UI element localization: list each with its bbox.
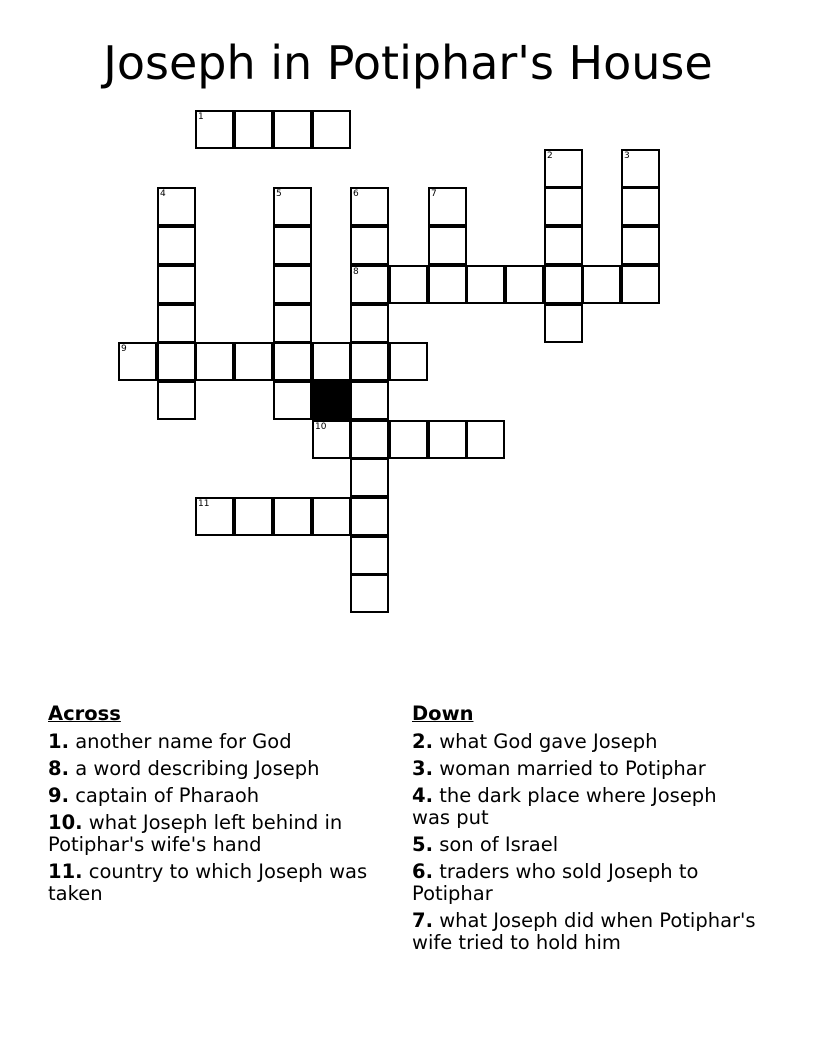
clue-number: 6.	[412, 860, 433, 883]
clue-number: 2.	[412, 730, 433, 753]
crossword-cell[interactable]	[195, 110, 234, 149]
clue-down-6	[412, 861, 757, 905]
crossword-cell[interactable]	[350, 265, 389, 304]
clue-number: 5.	[412, 833, 433, 856]
crossword-cell[interactable]	[428, 187, 467, 226]
crossword-cell[interactable]	[350, 458, 389, 497]
down-clues	[412, 703, 757, 959]
crossword-cell[interactable]	[273, 226, 312, 265]
crossword-cell[interactable]	[312, 420, 351, 459]
cell-number: 1	[198, 112, 204, 122]
clue-across-9	[48, 785, 393, 807]
clue-text: the dark place where Joseph was put	[412, 784, 717, 829]
crossword-cell[interactable]	[582, 265, 621, 304]
crossword-cell[interactable]	[621, 187, 660, 226]
crossword-cell[interactable]	[273, 497, 312, 536]
crossword-cell[interactable]	[118, 342, 157, 381]
cell-number: 4	[160, 189, 166, 199]
crossword-cell[interactable]	[234, 342, 273, 381]
clue-number: 8.	[48, 757, 69, 780]
clue-text: a word describing Joseph	[75, 757, 320, 780]
crossword-cell[interactable]	[234, 110, 273, 149]
crossword-cell[interactable]	[273, 187, 312, 226]
clue-down-4	[412, 785, 757, 829]
clue-across-8	[48, 758, 393, 780]
crossword-cell[interactable]	[350, 536, 389, 575]
crossword-cell[interactable]	[157, 265, 196, 304]
crossword-cell[interactable]	[273, 381, 312, 420]
crossword-cell[interactable]	[505, 265, 544, 304]
crossword-cell[interactable]	[350, 420, 389, 459]
across-heading: Across	[48, 702, 121, 725]
cell-number: 5	[276, 189, 282, 199]
clue-number: 11.	[48, 860, 83, 883]
crossword-cell[interactable]	[466, 420, 505, 459]
clue-text: woman married to Potiphar	[439, 757, 706, 780]
crossword-cell[interactable]	[195, 497, 234, 536]
crossword-cell[interactable]	[273, 110, 312, 149]
crossword-cell[interactable]	[544, 187, 583, 226]
crossword-cell[interactable]	[428, 226, 467, 265]
crossword-cell[interactable]	[350, 304, 389, 343]
crossword-cell[interactable]	[312, 342, 351, 381]
crossword-cell[interactable]	[157, 342, 196, 381]
crossword-cell[interactable]	[621, 226, 660, 265]
cell-number: 10	[315, 422, 327, 432]
crossword-cell[interactable]	[157, 381, 196, 420]
clue-number: 3.	[412, 757, 433, 780]
clue-text: another name for God	[75, 730, 292, 753]
cell-number: 9	[121, 344, 127, 354]
clue-down-2	[412, 731, 757, 753]
clue-down-3	[412, 758, 757, 780]
crossword-cell[interactable]	[621, 265, 660, 304]
crossword-cell[interactable]	[389, 420, 428, 459]
crossword-cell[interactable]	[273, 304, 312, 343]
crossword-cell[interactable]	[195, 342, 234, 381]
crossword-cell[interactable]	[544, 149, 583, 188]
clue-number: 9.	[48, 784, 69, 807]
clue-text: what Joseph left behind in Potiphar's wife's hand	[48, 811, 343, 856]
cell-number: 7	[431, 189, 437, 199]
clue-number: 1.	[48, 730, 69, 753]
crossword-cell[interactable]	[428, 265, 467, 304]
crossword-cell[interactable]	[234, 497, 273, 536]
crossword-cell[interactable]	[157, 226, 196, 265]
crossword-cell[interactable]	[350, 187, 389, 226]
crossword-cell[interactable]	[273, 265, 312, 304]
clue-across-1	[48, 731, 393, 753]
cell-number: 6	[353, 189, 359, 199]
across-clues	[48, 703, 393, 910]
clue-text: traders who sold Joseph to Potiphar	[412, 860, 699, 905]
page-title: Joseph in Potiphar's House	[103, 36, 713, 90]
clue-down-5	[412, 834, 757, 856]
crossword-cell[interactable]	[350, 574, 389, 613]
clue-text: what God gave Joseph	[439, 730, 658, 753]
crossword-cell[interactable]	[350, 342, 389, 381]
crossword-cell[interactable]	[350, 497, 389, 536]
crossword-cell[interactable]	[350, 381, 389, 420]
cell-number: 11	[198, 499, 210, 509]
clue-across-10	[48, 812, 393, 856]
crossword-cell[interactable]	[350, 226, 389, 265]
crossword-cell[interactable]	[389, 265, 428, 304]
clue-down-7	[412, 910, 757, 954]
crossword-cell[interactable]	[312, 110, 351, 149]
crossword-cell[interactable]	[544, 265, 583, 304]
clue-text: what Joseph did when Potiphar's wife tried to hold him	[412, 909, 756, 954]
down-heading: Down	[412, 702, 474, 725]
clue-number: 7.	[412, 909, 433, 932]
crossword-cell[interactable]	[621, 149, 660, 188]
clue-across-11	[48, 861, 393, 905]
crossword-cell[interactable]	[273, 342, 312, 381]
crossword-cell[interactable]	[466, 265, 505, 304]
crossword-cell[interactable]	[544, 226, 583, 265]
black-square	[312, 381, 351, 420]
crossword-cell[interactable]	[312, 497, 351, 536]
cell-number: 3	[624, 151, 630, 161]
cell-number: 2	[547, 151, 553, 161]
clue-text: captain of Pharaoh	[75, 784, 260, 807]
crossword-cell[interactable]	[157, 187, 196, 226]
cell-number: 8	[353, 267, 359, 277]
clue-text: country to which Joseph was taken	[48, 860, 368, 905]
crossword-cell[interactable]	[544, 304, 583, 343]
crossword-cell[interactable]	[157, 304, 196, 343]
crossword-cell[interactable]	[428, 420, 467, 459]
crossword-cell[interactable]	[389, 342, 428, 381]
clue-number: 4.	[412, 784, 433, 807]
clue-text: son of Israel	[439, 833, 559, 856]
clue-number: 10.	[48, 811, 83, 834]
